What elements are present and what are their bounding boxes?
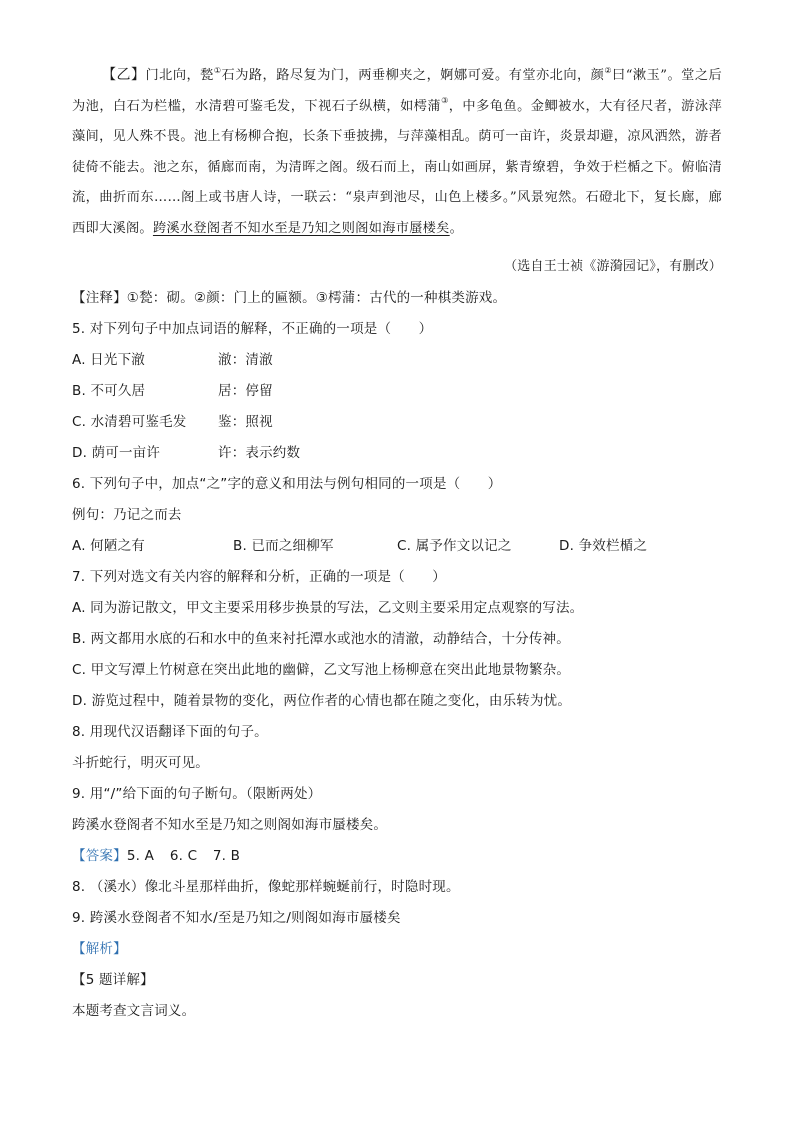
question-5-option-c: C. 水清碧可鉴毛发 鉴：照视 [72,414,273,430]
answer-8: 8. （溪水）像北斗星那样曲折，像蛇那样蜿蜒前行，时隐时现。 [72,879,460,895]
footnote-marker-2: ② [604,65,613,75]
footnote-marker-3: ③ [441,96,449,106]
question-7-option-c: C. 甲文写潭上竹树意在突出此地的幽僻，乙文写池上杨柳意在突出此地景物繁杂。 [72,662,571,678]
analysis-label: 【解析】 [72,941,127,957]
question-9-sentence: 跨溪水登阁者不知水至是乃知之则阁如海市蜃楼矣。 [72,817,388,833]
question-5-option-a: A. 日光下澈 澈：清澈 [72,352,273,368]
underlined-sentence: 跨溪水登阁者不知水至是乃知之则阁如海市蜃楼矣 [152,220,450,236]
question-7-option-a: A. 同为游记散文，甲文主要采用移步换景的写法，乙文则主要采用定点观察的写法。 [72,600,584,616]
question-6-stem: 6. 下列句子中，加点“之”字的意义和用法与例句相同的一项是（ ） [72,476,502,492]
question-8-sentence: 斗折蛇行，明灭可见。 [72,755,209,771]
footnote-marker-1: ① [213,65,222,75]
passage-source: （选自王士祯《游漪园记》，有删改） [504,259,722,274]
question-9-stem: 9. 用“/”给下面的句子断句。（限断两处） [72,786,322,802]
question-5-option-d: D. 荫可一亩许 许：表示约数 [72,445,301,461]
question-5-stem: 5. 对下列句子中加点词语的解释，不正确的一项是（ ） [72,321,433,337]
question-8-stem: 8. 用现代汉语翻译下面的句子。 [72,724,268,740]
annotation-notes: 【注释】①甃：砌。②颜：门上的匾额。③樗蒲：古代的一种棋类游戏。 [72,290,507,306]
passage-label: 【乙】 [102,67,146,83]
classical-passage-yi: 【乙】门北向，甃①石为路，路尽复为门，两垂柳夹之，婀娜可爱。有堂亦北向，颜②曰“漱玉”。堂之后为池，白石为栏槛，水清碧可鉴毛发，下视石子纵横，如樗蒲③，中多龟鱼。金鲫被水，大有径尺者，游泳萍藻间，见人殊不畏。池上有杨柳合抱，长条下垂披拂，与萍藻相乱。荫可一亩许，炎景却避，凉风洒然，游者徒倚不能去。池之东，循廊而南，为清晖之阁。级石而上，南山如画屏，紫青缭碧，争效于栏楯之下。俯临清流，曲折而东……阁上或书唐人诗，一联云：“泉声到池尽，山色上楼多。”风景宛然。石磴北下，复长廊，廊西即大溪阁。跨溪水登阁者不知水至是乃知之则阁如海市蜃楼矣。 [72,65,723,236]
question-7-option-d: D. 游览过程中，随着景物的变化，两位作者的心情也都在随之变化，由乐转为忧。 [72,693,572,709]
analysis-q5-text: 本题考查文言词义。 [72,1003,196,1019]
analysis-q5-label: 【5 题详解】 [72,972,154,988]
answer-9: 9. 跨溪水登阁者不知水/至是乃知之/则阁如海市蜃楼矣 [72,910,401,926]
question-7-stem: 7. 下列对选文有关内容的解释和分析，正确的一项是（ ） [72,569,446,585]
question-7-option-b: B. 两文都用水底的石和水中的鱼来衬托潭水或池水的清澈，动静结合，十分传神。 [72,631,570,647]
question-6-example: 例句：乃记之而去 [72,507,182,523]
answer-label: 【答案】 [72,848,127,864]
question-6-options: A. 何陋之有 B. 已而之细柳军 C. 属予作文以记之 D. 争效栏楯之 [72,538,648,554]
question-5-option-b: B. 不可久居 居：停留 [72,383,273,399]
answer-summary: 【答案】5. A 6. C 7. B [72,848,241,864]
